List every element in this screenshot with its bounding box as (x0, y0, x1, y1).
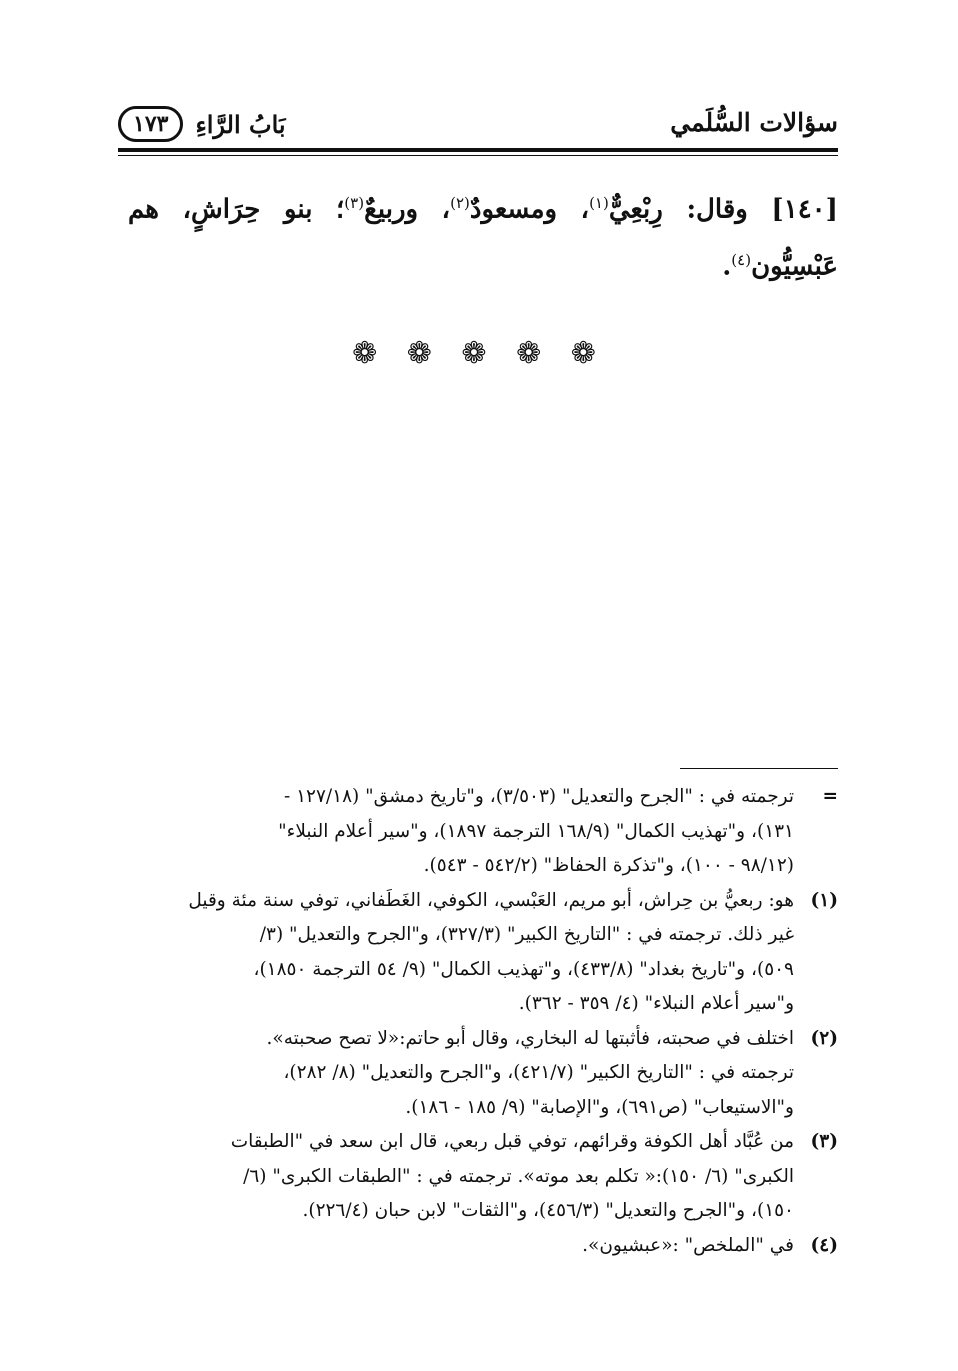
page-number: ١٧٣ (118, 106, 183, 142)
footnote-line: ترجمته في : "الجرح والتعديل" (٣/٥٠٣)، و"تاريخ دمشق" (١٢٧/١٨ - (283, 786, 794, 807)
page-header-left (118, 106, 286, 142)
footnote-line: ٥٠٩)، و"تاريخ بغداد" (٤٣٣/٨)، و"تهذيب الكمال" (٩/ ٥٤ الترجمة ١٨٥٠)، (253, 958, 794, 980)
footnote-body (128, 1022, 794, 1126)
footnote-line: (٩٨/١٢ - ١٠٠)، و"تذكرة الحفاظ" (٥٤٢/٢ - ٥٤٣). (423, 855, 794, 876)
main-entry (128, 178, 838, 291)
entry-name-2: ، ومسعودٌ (469, 194, 590, 225)
footnote-body (128, 884, 794, 1022)
footnote-line: و"الاستيعاب" (ص٦٩١)، و"الإصابة" (٩/ ١٨٥ - ١٨٦). (405, 1096, 794, 1118)
footnote-line: ١٥٠)، و"الجرح والتعديل" (٤٥٦/٣)، و"الثقات" لابن حبان (٢٢٦/٤). (302, 1200, 794, 1221)
entry-name-4: عَبْسِيُّون (751, 251, 838, 282)
footnote-marker: (١) (810, 889, 838, 911)
footnote-body (128, 1125, 794, 1229)
footnote-marker: (٤) (810, 1234, 838, 1256)
running-title: سؤالات السُّلَمي (670, 108, 838, 137)
footnote-body (128, 1229, 794, 1264)
footnote-ref-1[interactable]: (١) (589, 194, 609, 212)
section-ornaments: ❁ ❁ ❁ ❁ ❁ (352, 336, 606, 371)
chapter-title: بَابُ الرَّاءِ (195, 109, 286, 139)
footnote-marker: (٣) (810, 1131, 838, 1152)
footnote-body (128, 780, 794, 884)
footnote-line: في "الملخص" :«عبشيون». (582, 1234, 794, 1256)
footnote-line: هو: ربعيُّ بن حِراش، أبو مريم، العَبْسي، الكوفي، الغَطَفاني، توفي سنة مئة وقيل (188, 889, 794, 911)
entry-name-1: رِبْعِيٌّ (608, 194, 663, 225)
footnote-4 (128, 1229, 838, 1264)
footnote-line: اختلف في صحبته، فأثبتها له البخاري، وقال أبو حاتم:«لا تصح صحبته». (266, 1027, 794, 1049)
footnote-3 (128, 1125, 838, 1229)
footnote-line: من عُبَّاد أهل الكوفة وقرائهم، توفي قبل ربعي، قال ابن سعد في "الطبقات (230, 1131, 794, 1152)
footnote-line: ١٣١)، و"تهذيب الكمال" (١٦٨/٩ الترجمة ١٨٩٧)، و"سير أعلام النبلاء" (278, 820, 794, 842)
footnote-marker: (٢) (810, 1027, 838, 1049)
footnote-ref-3[interactable]: (٣) (344, 194, 365, 212)
footnote-ref-2[interactable]: (٢) (450, 194, 470, 212)
header-rule-thin (118, 155, 838, 156)
entry-end: . (722, 251, 732, 282)
footnote-line: غير ذلك. ترجمته في : "التاريخ الكبير" (٣٢٧/٣)، و"الجرح والتعديل" (٣/ (259, 924, 794, 945)
footnote-line: ترجمته في : "التاريخ الكبير" (٤٢١/٧)، و"الجرح والتعديل" (٨/ ٢٨٢)، (283, 1062, 794, 1083)
footnote-marker: = (822, 786, 838, 807)
footnotes (128, 780, 838, 1263)
entry-text: ؛ بنو حِرَاشٍ، هم (128, 194, 345, 225)
entry-number: [١٤٠] (771, 194, 838, 225)
footnote-line: و"سير أعلام النبلاء" (٤/ ٣٥٩ - ٣٦٢). (518, 993, 794, 1014)
footnote-line: الكبرى" (٦/ ١٥٠):« تكلم بعد موته». ترجمته في : "الطبقات الكبرى" (٦/ (243, 1165, 794, 1187)
footnote-separator (680, 768, 838, 769)
entry-said: وقال: (686, 194, 748, 225)
footnote-ref-4[interactable]: (٤) (731, 250, 752, 269)
footnote-2 (128, 1022, 838, 1126)
footnote-continued (128, 780, 838, 884)
entry-name-3: ، وربيعٌ (364, 194, 451, 225)
footnote-1 (128, 884, 838, 1022)
header-rule-thick (118, 148, 838, 152)
